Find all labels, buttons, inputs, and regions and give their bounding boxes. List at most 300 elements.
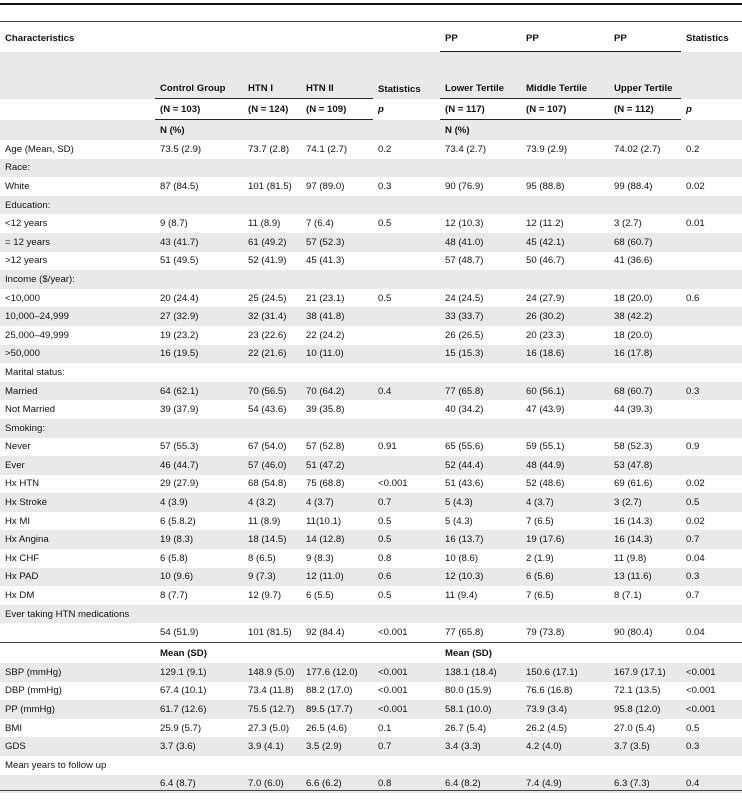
table-cell: 6 (5.8.2) (160, 515, 196, 527)
table-cell (373, 196, 440, 215)
table-cell: 101 (81.5) (248, 627, 292, 639)
table-row (0, 586, 742, 605)
header-mean-sd-2: Mean (SD) (440, 643, 521, 664)
table-cell: 76.6 (16.8) (526, 685, 573, 697)
table-row (0, 233, 742, 252)
table-cell: 9 (8.3) (306, 552, 334, 564)
table-cell: 0.91 (378, 441, 397, 453)
table-cell: 0.5 (378, 590, 392, 602)
table-cell: 0.5 (378, 515, 392, 527)
table-cell: 0.7 (373, 493, 440, 512)
table-row (0, 363, 742, 382)
table-cell: 26 (26.5) (445, 329, 484, 341)
table-cell: 6.4 (8.2) (440, 775, 521, 794)
table-cell (155, 756, 243, 775)
table-cell: 57 (52.8) (306, 441, 345, 453)
table-row (0, 623, 742, 642)
table-cell: 26.5 (4.6) (306, 722, 348, 734)
table-cell (243, 605, 301, 624)
table-cell: 80.0 (15.9) (445, 685, 492, 697)
table-cell: 26.2 (4.5) (526, 722, 568, 734)
table-cell: 90 (80.4) (614, 627, 653, 639)
table-cell (373, 345, 440, 364)
table-cell: 0.8 (373, 775, 440, 794)
table-cell: 12 (10.3) (445, 218, 484, 230)
table-cell: 0.04 (686, 552, 705, 564)
table-cell: 51 (47.2) (301, 456, 373, 475)
table-cell (243, 196, 301, 215)
table-cell: 68 (60.7) (609, 382, 681, 401)
header-p1: p (378, 103, 384, 115)
table-cell: 11 (8.9) (248, 218, 281, 230)
table-cell: 18 (20.0) (614, 329, 653, 341)
table-cell: 90 (76.9) (445, 180, 484, 192)
row-label: Smoking: (0, 419, 155, 438)
table-cell: 45 (42.1) (521, 233, 609, 252)
table-cell: 0.02 (686, 180, 705, 192)
header-n-htn2: (N = 109) (301, 99, 373, 120)
row-label: >50,000 (0, 345, 155, 364)
table-cell (681, 196, 742, 215)
table-cell (373, 456, 440, 475)
table-row (0, 682, 742, 701)
table-cell (440, 159, 521, 178)
table-cell: 70 (56.5) (243, 382, 301, 401)
table-cell: 10 (9.6) (155, 568, 243, 587)
table-cell: 3 (2.7) (609, 493, 681, 512)
header-n-upper: (N = 112) (609, 99, 681, 120)
table-row (0, 270, 742, 289)
table-cell: 16 (17.8) (609, 345, 681, 364)
table-cell: 4 (3.2) (243, 493, 301, 512)
table-cell (155, 363, 243, 382)
table-row (0, 289, 742, 308)
table-cell: 0.7 (681, 530, 742, 549)
table-cell: 0.6 (373, 568, 440, 587)
table-cell: 73.4 (11.8) (248, 685, 294, 697)
row-label: BMI (5, 722, 23, 734)
table-cell: 52 (44.4) (440, 456, 521, 475)
table-row (0, 493, 742, 512)
table-cell: 32 (31.4) (243, 307, 301, 326)
table-cell (521, 270, 609, 289)
table-cell: 48 (44.9) (521, 456, 609, 475)
table-cell: 51 (49.5) (160, 255, 199, 267)
table-cell: 69 (61.6) (614, 478, 653, 490)
table-cell (155, 196, 243, 215)
table-cell: 148.9 (5.0) (243, 663, 301, 682)
table-cell: 4 (3.9) (155, 493, 243, 512)
table-cell: 58.1 (10.0) (440, 700, 521, 719)
table-cell: 16 (14.3) (609, 530, 681, 549)
table-cell: 7 (6.5) (526, 590, 554, 602)
table-cell: 2 (1.9) (526, 552, 554, 564)
table-cell: 40 (34.2) (445, 404, 484, 416)
table-cell: <0.001 (378, 478, 408, 490)
table-cell: 67 (54.0) (248, 441, 287, 453)
table-cell: 0.01 (686, 218, 705, 230)
table-cell: 47 (43.9) (526, 404, 565, 416)
table-cell: 5 (4.3) (445, 515, 473, 527)
table-row (0, 530, 742, 549)
table-cell: 75.5 (12.7) (243, 700, 301, 719)
row-label: Hx MI (5, 515, 31, 527)
table-cell: 150.6 (17.1) (521, 663, 609, 682)
table-cell (681, 252, 742, 271)
table-cell (155, 159, 243, 178)
table-cell: 20 (24.4) (160, 292, 199, 304)
table-cell: 43 (41.7) (155, 233, 243, 252)
table-cell (373, 400, 440, 419)
table-cell: 95 (88.8) (526, 180, 565, 192)
table-cell (301, 605, 373, 624)
table-cell: 74.1 (2.7) (306, 143, 348, 155)
table-cell (373, 756, 440, 775)
header-npct-2: N (%) (440, 120, 521, 141)
table-cell: 7 (6.4) (306, 218, 334, 230)
table-cell (243, 756, 301, 775)
table-cell: 22 (21.6) (243, 345, 301, 364)
table-cell: 129.1 (9.1) (155, 663, 243, 682)
table-cell (373, 159, 440, 178)
table-cell: 61 (49.2) (243, 233, 301, 252)
table-row (0, 756, 742, 775)
header-n-control: (N = 103) (155, 99, 243, 120)
table-cell (373, 252, 440, 271)
table-cell: 57 (46.0) (243, 456, 301, 475)
table-row (0, 159, 742, 178)
table-cell (609, 419, 681, 438)
table-cell (521, 159, 609, 178)
table-row (0, 737, 742, 756)
table-cell: 4 (3.7) (521, 493, 609, 512)
table-cell: <0.001 (681, 663, 742, 682)
table-cell: 0.02 (686, 478, 705, 490)
table-row (0, 382, 742, 401)
table-cell: 26.7 (5.4) (445, 722, 487, 734)
header-row-mean (0, 643, 742, 664)
table-row (0, 438, 742, 457)
table-cell: 68 (60.7) (609, 233, 681, 252)
table-cell: 57 (55.3) (160, 441, 199, 453)
row-label: PP (mmHg) (0, 700, 155, 719)
table-cell (440, 196, 521, 215)
table-cell: 88.2 (17.0) (306, 685, 353, 697)
table-cell: 24 (27.9) (526, 292, 565, 304)
table-cell: 25 (24.5) (248, 292, 287, 304)
table-cell (301, 196, 373, 215)
header-control-group: Control Group (155, 52, 243, 99)
table-cell: 9 (8.7) (160, 218, 188, 230)
table-cell: 67.4 (10.1) (160, 685, 207, 697)
row-label: Never (5, 441, 31, 453)
table-cell: 60 (56.1) (521, 382, 609, 401)
table-cell: 48 (41.0) (440, 233, 521, 252)
table-cell: 6.4 (8.7) (155, 775, 243, 794)
table-cell: 75 (68.8) (306, 478, 345, 490)
table-cell: 51 (43.6) (445, 478, 484, 490)
table-row (0, 307, 742, 326)
table-cell: 57 (48.7) (445, 255, 484, 267)
row-label: Income ($/year): (0, 270, 155, 289)
table-row (0, 663, 742, 682)
row-label: Ever (0, 456, 155, 475)
table-cell: 29 (27.9) (160, 478, 199, 490)
table-cell: 12 (10.3) (440, 568, 521, 587)
table-cell: 6 (5.8) (160, 552, 188, 564)
table-cell: 0.5 (686, 722, 700, 734)
table-cell: 101 (81.5) (248, 180, 292, 192)
table-cell (681, 363, 742, 382)
table-cell (681, 400, 742, 419)
table-cell: 0.4 (373, 382, 440, 401)
table-cell: 92 (84.4) (306, 627, 345, 639)
table-row (0, 345, 742, 364)
table-cell: 11(10.1) (306, 515, 342, 527)
row-label: Mean years to follow up (5, 759, 107, 771)
table-cell (440, 756, 521, 775)
table-cell (681, 345, 742, 364)
table-cell: 0.3 (681, 568, 742, 587)
table-cell: 41 (36.6) (614, 255, 653, 267)
table-cell: 52 (41.9) (248, 255, 287, 267)
table-cell: 3 (2.7) (614, 218, 642, 230)
table-cell: <0.001 (378, 685, 408, 697)
table-cell: <0.001 (373, 700, 440, 719)
table-cell: 0.04 (686, 627, 705, 639)
table-cell (681, 159, 742, 178)
table-cell: 18 (14.5) (243, 530, 301, 549)
table-cell: 53 (47.8) (609, 456, 681, 475)
table-cell (609, 270, 681, 289)
table-cell: 20 (23.3) (526, 329, 565, 341)
table-cell: 4.2 (4.0) (521, 737, 609, 756)
header-htn2: HTN II (301, 52, 373, 99)
table-row (0, 214, 742, 233)
table-cell: 39 (37.9) (160, 404, 199, 416)
row-label: 25,000–49,999 (5, 329, 70, 341)
table-cell: 61.7 (12.6) (155, 700, 243, 719)
table-cell: 8 (7.7) (160, 590, 188, 602)
table-cell: 3.7 (3.6) (155, 737, 243, 756)
table-cell: 45 (41.3) (306, 255, 345, 267)
table-cell: 0.5 (378, 292, 392, 304)
table-cell: 167.9 (17.1) (609, 663, 681, 682)
table-cell: 0.3 (378, 180, 392, 192)
table-cell: 15 (15.3) (440, 345, 521, 364)
row-label: GDS (0, 737, 155, 756)
table-cell: 10 (11.0) (301, 345, 373, 364)
header-lower-tertile: Lower Tertile (440, 52, 521, 99)
header-middle-tertile: Middle Tertile (521, 52, 609, 99)
table-cell: 0.3 (681, 737, 742, 756)
row-label: Age (Mean, SD) (5, 143, 74, 155)
row-label: <12 years (5, 218, 48, 230)
table-cell: 3.5 (2.9) (301, 737, 373, 756)
row-label: >12 years (5, 255, 48, 267)
table-cell: 0.8 (378, 552, 392, 564)
table-cell (301, 419, 373, 438)
table-cell (243, 363, 301, 382)
table-cell: 65 (55.6) (445, 441, 484, 453)
table-cell: <0.001 (681, 700, 742, 719)
table-row (0, 400, 742, 419)
table-cell (301, 363, 373, 382)
table-cell: 72.1 (13.5) (614, 685, 661, 697)
table-cell: 50 (46.7) (526, 255, 565, 267)
table-cell (609, 756, 681, 775)
table-cell (440, 419, 521, 438)
table-cell: 25.9 (5.7) (160, 722, 202, 734)
table-cell: 177.6 (12.0) (301, 663, 373, 682)
table-cell: 7.0 (6.0) (243, 775, 301, 794)
table-cell: 73.9 (2.9) (526, 143, 568, 155)
table-bottom-rule (0, 790, 742, 791)
table-cell (440, 605, 521, 624)
header-characteristics: Characteristics (5, 32, 75, 44)
table-cell (521, 196, 609, 215)
table-cell (373, 326, 440, 345)
row-label: Hx Angina (0, 530, 155, 549)
row-label: Married (0, 382, 155, 401)
table-cell: 27 (32.9) (155, 307, 243, 326)
table-cell (373, 233, 440, 252)
table-cell (609, 196, 681, 215)
table-cell: 9 (7.3) (243, 568, 301, 587)
row-label: SBP (mmHg) (0, 663, 155, 682)
table-row (0, 605, 742, 624)
table-cell (440, 270, 521, 289)
table-cell (681, 605, 742, 624)
table-cell: 16 (19.5) (155, 345, 243, 364)
table-cell: 52 (48.6) (526, 478, 565, 490)
table-row (0, 549, 742, 568)
table-row (0, 475, 742, 494)
table-cell (243, 419, 301, 438)
table-cell: 16 (13.7) (440, 530, 521, 549)
row-label: 10,000–24,999 (0, 307, 155, 326)
table-cell: 11 (9.8) (614, 552, 647, 564)
table-row (0, 177, 742, 196)
table-cell: 5 (4.3) (440, 493, 521, 512)
header-row-1 (0, 25, 742, 52)
table-cell (373, 363, 440, 382)
row-label: White (5, 180, 30, 192)
table-cell: 12 (11.0) (301, 568, 373, 587)
table-cell (373, 419, 440, 438)
table-cell (243, 159, 301, 178)
table-cell (681, 270, 742, 289)
table-cell: 79 (73.8) (526, 627, 565, 639)
table-cell: 27.0 (5.4) (614, 722, 656, 734)
table-cell: 16 (18.6) (521, 345, 609, 364)
table-row (0, 419, 742, 438)
table-cell (301, 159, 373, 178)
row-label: Hx Stroke (0, 493, 155, 512)
table-cell (155, 270, 243, 289)
row-label: Marital status: (5, 366, 65, 378)
table-cell: 0.9 (686, 441, 700, 453)
table-cell (243, 270, 301, 289)
header-pp-lower: PP (440, 25, 521, 52)
header-pp-upper: PP (609, 25, 681, 52)
table-cell: 19 (8.3) (155, 530, 243, 549)
table-cell: 73.4 (2.7) (445, 143, 487, 155)
table-cell: 68 (54.8) (248, 478, 287, 490)
table-cell: 54 (51.9) (160, 627, 199, 639)
table-cell: 0.2 (686, 143, 700, 155)
table-cell: 0.5 (373, 530, 440, 549)
row-label: Hx DM (5, 590, 35, 602)
table-cell (609, 159, 681, 178)
table-cell: 70 (64.2) (301, 382, 373, 401)
table-cell: 19 (17.6) (521, 530, 609, 549)
table-cell (681, 233, 742, 252)
header-n-lower: (N = 117) (440, 99, 521, 120)
row-label: Hx HTN (5, 478, 40, 490)
row-label: Hx PAD (0, 568, 155, 587)
table-cell: 27.3 (5.0) (248, 722, 290, 734)
header-statistics-top: Statistics (686, 32, 729, 44)
table-cell (301, 756, 373, 775)
table-cell (373, 605, 440, 624)
table-cell: 87 (84.5) (160, 180, 199, 192)
table-cell (521, 363, 609, 382)
table-cell: 10 (8.6) (445, 552, 479, 564)
table-cell: 64 (62.1) (155, 382, 243, 401)
header-row-npct (0, 120, 742, 141)
table-cell: 12 (11.2) (526, 218, 564, 230)
table-cell: 38 (42.2) (609, 307, 681, 326)
table-cell: 73.9 (3.4) (521, 700, 609, 719)
table-cell: 95.8 (12.0) (609, 700, 681, 719)
table-cell: 97 (89.0) (306, 180, 345, 192)
table-cell: 26 (30.2) (521, 307, 609, 326)
table-cell: 8 (7.1) (614, 590, 642, 602)
table-cell: 0.1 (378, 722, 392, 734)
table-cell: 14 (12.8) (301, 530, 373, 549)
table-cell: 39 (35.8) (306, 404, 345, 416)
header-p2: p (686, 103, 692, 115)
row-label: = 12 years (0, 233, 155, 252)
table-cell: 3.9 (4.1) (243, 737, 301, 756)
table-cell (681, 307, 742, 326)
table-cell: 7 (6.5) (526, 515, 554, 527)
table-cell: 46 (44.7) (155, 456, 243, 475)
table-row (0, 719, 742, 738)
header-pp-middle: PP (521, 25, 609, 52)
row-label: Hx CHF (5, 552, 40, 564)
table-cell: <0.001 (378, 627, 408, 639)
table-cell: 54 (43.6) (248, 404, 287, 416)
row-label: DBP (mmHg) (5, 685, 62, 697)
table-cell (681, 419, 742, 438)
table-cell: 3.4 (3.3) (440, 737, 521, 756)
table-cell: <0.001 (373, 663, 440, 682)
table-cell: 13 (11.6) (609, 568, 681, 587)
table-cell: 89.5 (17.7) (301, 700, 373, 719)
table-cell: 44 (39.3) (614, 404, 653, 416)
row-label: Not Married (5, 404, 56, 416)
table-cell: 11 (9.4) (445, 590, 478, 602)
table-cell: 16 (14.3) (614, 515, 653, 527)
table-cell: 6.6 (6.2) (301, 775, 373, 794)
table-cell: 99 (88.4) (614, 180, 653, 192)
row-label (0, 623, 155, 642)
table-cell: 0.2 (378, 143, 392, 155)
header-row-2 (0, 52, 742, 99)
table-cell: 0.02 (686, 515, 705, 527)
